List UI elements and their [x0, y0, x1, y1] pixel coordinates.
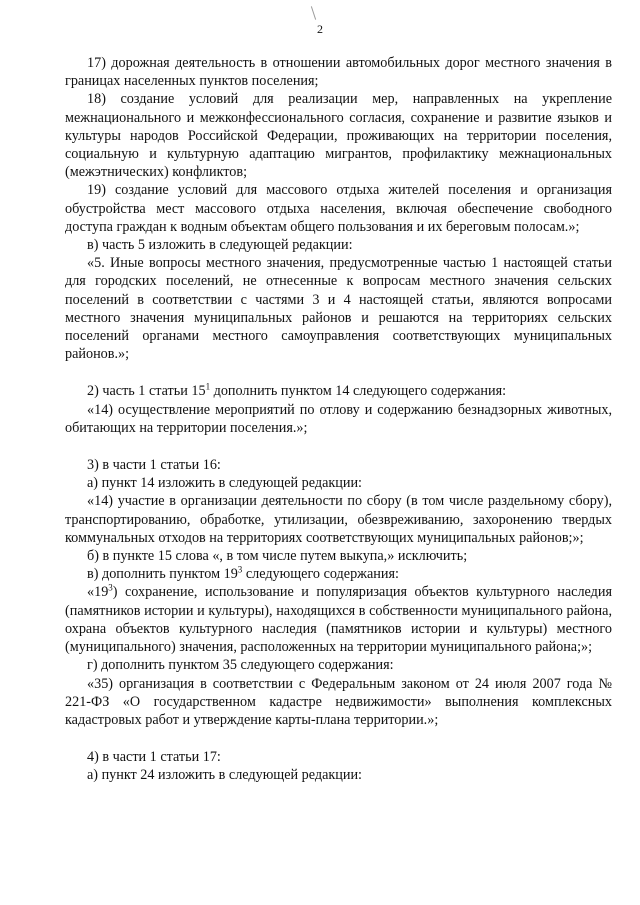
paragraph: г) дополнить пунктом 35 следующего содержания:: [87, 657, 394, 674]
paragraph: а) пункт 14 изложить в следующей редакции:: [87, 475, 362, 492]
paragraph: 17) дорожная деятельность в отношении автомобильных дорог местного значения в границах населенных пунктов поселения;: [65, 55, 612, 90]
paragraph: [65, 565, 612, 583]
paragraph: б) в пункте 15 слова «, в том числе путем выкупа,» исключить;: [87, 548, 468, 565]
paragraph-text: дополнить пунктом 14 следующего содержания:: [210, 383, 507, 400]
paragraph-gap: [65, 363, 612, 382]
paragraph: 3) в части 1 статьи 16:: [87, 457, 221, 474]
paragraph: в) часть 5 изложить в следующей редакции:: [87, 237, 353, 254]
paragraph: «35) организация в соответствии с Федеральным законом от 24 июля 2007 года № 221-ФЗ «О государственном кадастре недвижимости» выполнения комплексных кадастровых работ и утверждение карты-плана территории.»;: [65, 675, 612, 728]
paragraph: 19) создание условий для массового отдыха жителей поселения и организация обустройства мест массового отдыха населения, включая обеспечение свободного доступа граждан к водным объектам общего пользования и их береговым полосам.»;: [65, 182, 612, 235]
paragraph-text: следующего содержания:: [242, 566, 399, 583]
paragraph-text: в) дополнить пунктом 19: [87, 566, 238, 583]
paragraph-text: 2) часть 1 статьи 15: [87, 383, 206, 400]
paragraph: «5. Иные вопросы местного значения, предусмотренные частью 1 настоящей статьи для городских поселений, не отнесенные к вопросам местного значения сельских поселений в соответствии с частями 3 и 4 настоящей статьи, являются вопросами местного значения муниципальных районов и решаются на территориях сельских поселений органами местного самоуправления соответствующих муниципальных районов.»;: [65, 255, 612, 363]
paragraph: 18) создание условий для реализации мер, направленных на укрепление межнационального и межконфессионального согласия, сохранение и развитие языков и культуры народов Российской Федерации, проживающих на территории поселения, социальную и культурную адаптацию мигрантов, профилактику межнациональных (межэтнических) конфликтов;: [65, 91, 612, 181]
paragraph: 4) в части 1 статьи 17:: [87, 749, 221, 766]
paragraph: [65, 583, 612, 656]
scan-artifact-mark: [311, 6, 316, 20]
page-number: 2: [317, 22, 323, 36]
superscript-index: 3: [108, 582, 113, 593]
paragraph-gap: [65, 437, 612, 456]
superscript-index: 3: [237, 564, 243, 575]
document-body: [65, 54, 612, 785]
paragraph-text: ) сохранение, использование и популяризация объектов культурного наследия (памятников истории и культуры), находящихся в собственности муниципального района, охрана объектов культурного наследия (памятников истории и культуры) местного (муниципального) значения, расположенных на территории муниципального района;»;: [65, 584, 612, 656]
paragraph: а) пункт 24 изложить в следующей редакции:: [87, 767, 362, 784]
paragraph: «14) участие в организации деятельности по сбору (в том числе раздельному сбору), транспортированию, обработке, утилизации, обезвреживанию, захоронению твердых коммунальных отходов на территориях соответствующих муниципальных районов;»;: [65, 493, 612, 546]
paragraph: «14) осуществление мероприятий по отлову и содержанию безнадзорных животных, обитающих на территории поселения.»;: [65, 401, 612, 436]
paragraph-gap: [65, 729, 612, 748]
paragraph-text: «19: [87, 584, 109, 601]
superscript-index: 1: [205, 381, 211, 392]
paragraph: [65, 382, 612, 400]
